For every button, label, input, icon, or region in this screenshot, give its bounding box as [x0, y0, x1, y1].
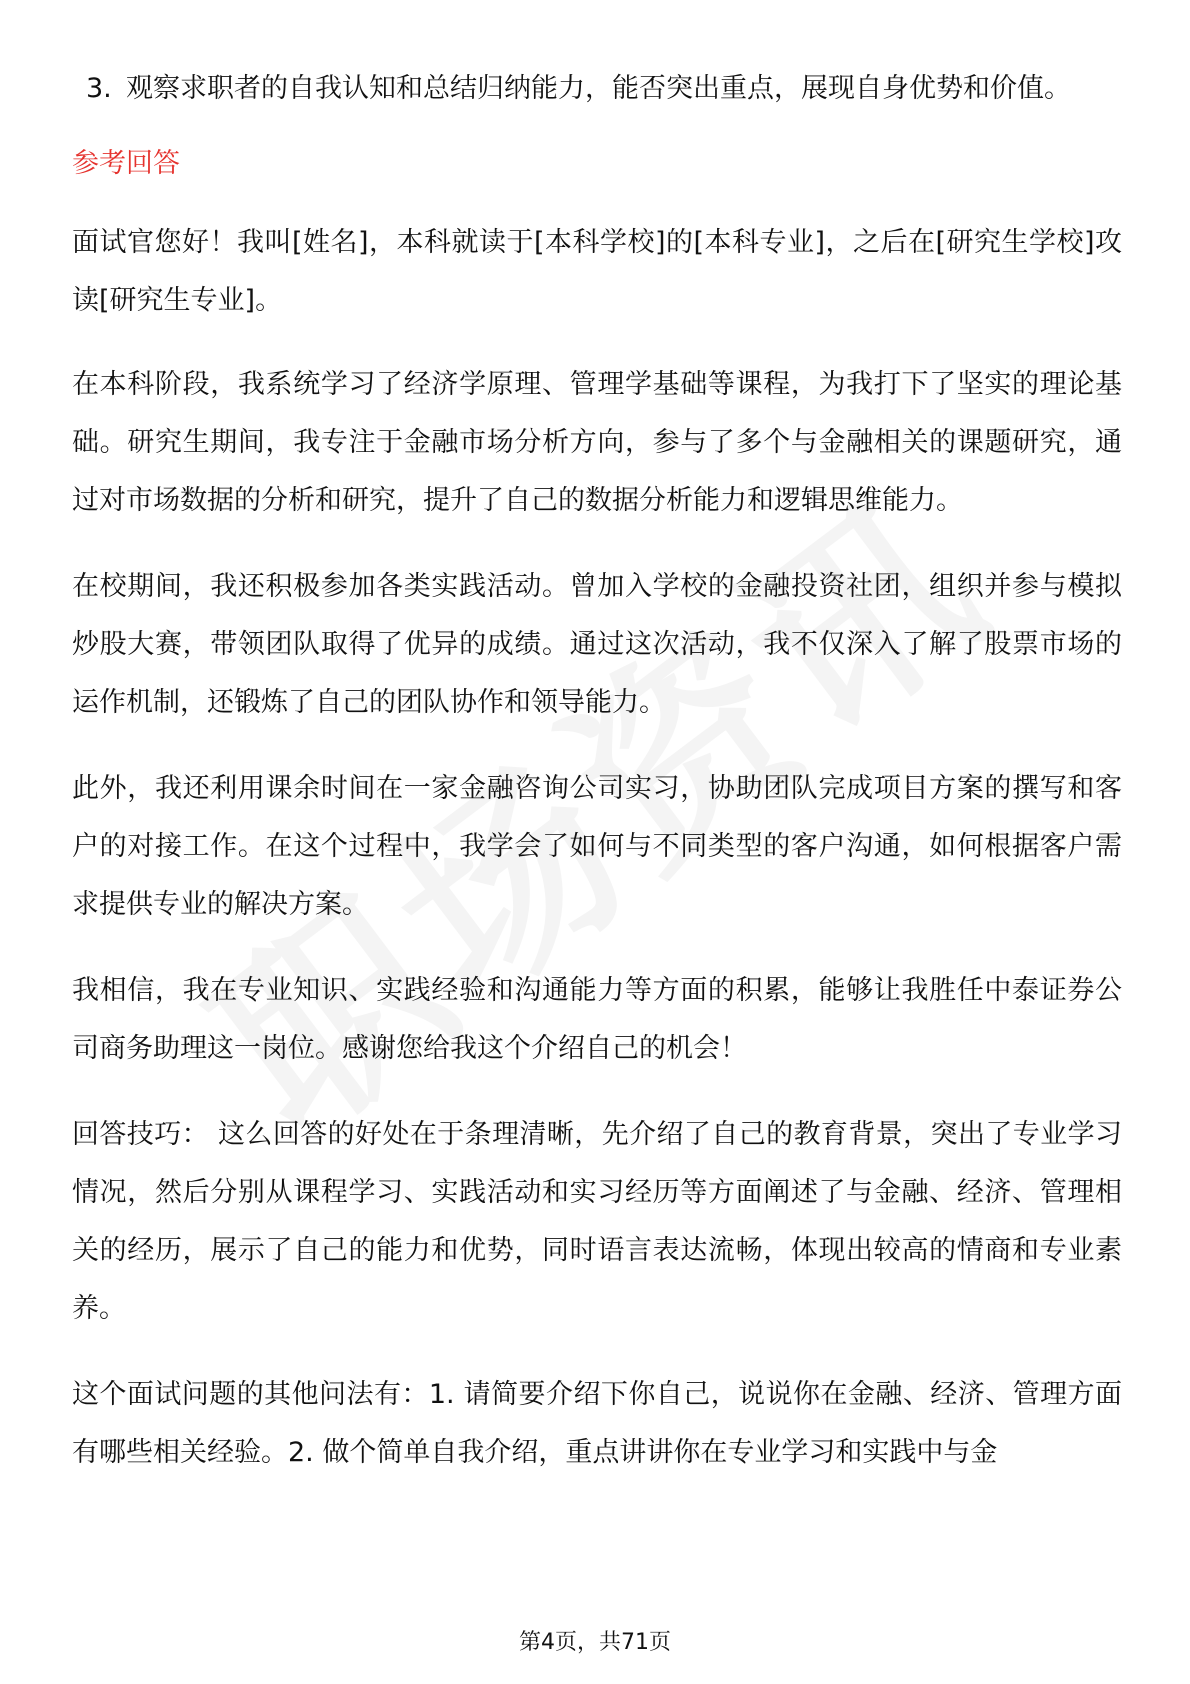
paragraph-activities: 在校期间，我还积极参加各类实践活动。曾加入学校的金融投资社团，组织并参与模拟炒股大赛，带领团队取得了优异的成绩。通过这次活动，我不仅深入了解了股票市场的运作机制，还锻炼了自己的团队协作和领导能力。: [72, 571, 1122, 718]
paragraph-conclusion: 我相信，我在专业知识、实践经验和沟通能力等方面的积累，能够让我胜任中泰证券公司商务助理这一岗位。感谢您给我这个介绍自己的机会！: [72, 975, 1122, 1064]
list-item-text: 观察求职者的自我认知和总结归纳能力，能否突出重点，展现自身优势和价值。: [126, 73, 1071, 104]
document-body: [72, 60, 1122, 1510]
section-title-reference-answer: 参考回答: [72, 148, 180, 179]
list-number: 3.: [86, 73, 112, 104]
paragraph-internship: 此外，我还利用课余时间在一家金融咨询公司实习，协助团队完成项目方案的撰写和客户的对接工作。在这个过程中，我学会了如何与不同类型的客户沟通，如何根据客户需求提供专业的解决方案。: [72, 773, 1122, 920]
paragraph-answer-tips: 回答技巧： 这么回答的好处在于条理清晰，先介绍了自己的教育背景，突出了专业学习情况，然后分别从课程学习、实践活动和实习经历等方面阐述了与金融、经济、管理相关的经历，展示了自己的能力和优势，同时语言表达流畅，体现出较高的情商和专业素养。: [72, 1119, 1122, 1324]
paragraph-alternative-questions: 这个面试问题的其他问法有：1. 请简要介绍下你自己，说说你在金融、经济、管理方面有哪些相关经验。2. 做个简单自我介绍，重点讲讲你在专业学习和实践中与金: [72, 1379, 1122, 1468]
page-indicator: 第4页，共71页: [519, 1630, 671, 1655]
paragraph-intro: 面试官您好！我叫[姓名]，本科就读于[本科学校]的[本科专业]，之后在[研究生学校]攻读[研究生专业]。: [72, 227, 1122, 316]
list-item-3: [72, 60, 1122, 118]
paragraph-education: 在本科阶段，我系统学习了经济学原理、管理学基础等课程，为我打下了坚实的理论基础。研究生期间，我专注于金融市场分析方向，参与了多个与金融相关的课题研究，通过对市场数据的分析和研究，提升了自己的数据分析能力和逻辑思维能力。: [72, 369, 1122, 516]
